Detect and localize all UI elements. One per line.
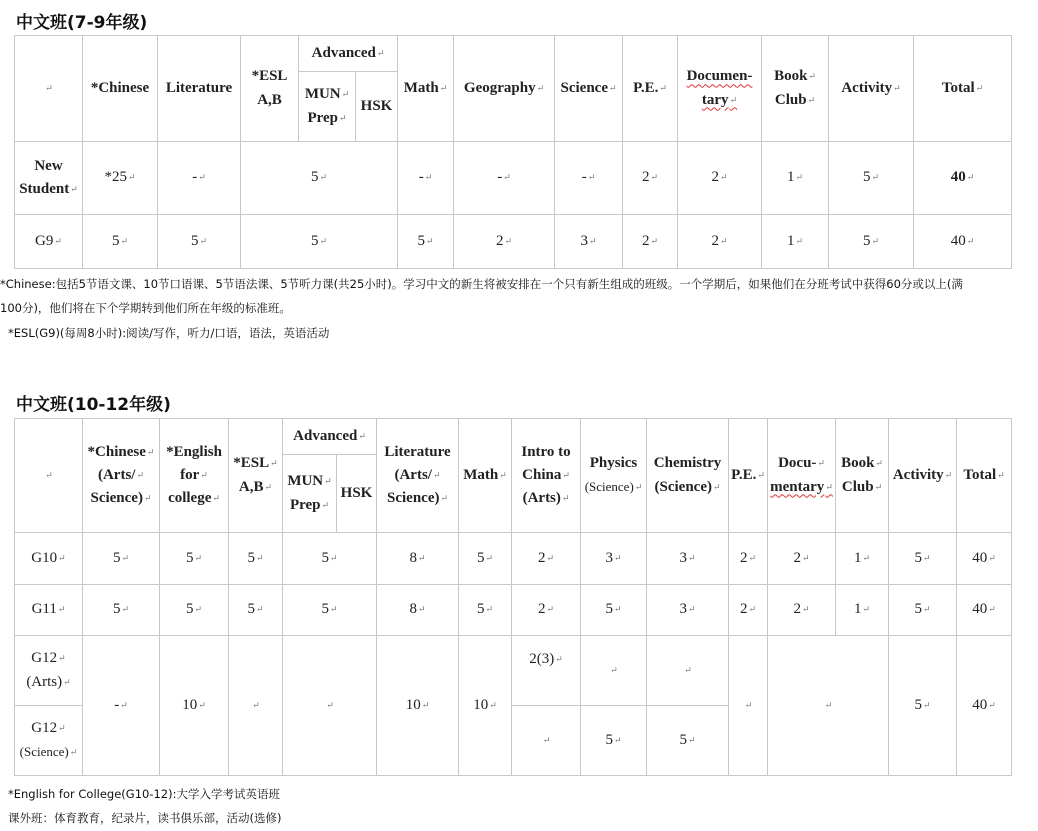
cell-pe: 2 ↵	[623, 215, 678, 269]
cell-intro-to-china-arts: 2(3) ↵	[512, 636, 581, 706]
cell-english: 5 ↵	[160, 533, 229, 585]
header-mun-prep: MUN ↵ Prep ↵	[283, 455, 337, 533]
row-label-g12-arts: G12 ↵ (Arts) ↵	[15, 636, 83, 706]
cell-book-club: 1 ↵	[836, 533, 889, 585]
cell-documentary-book-club	[768, 636, 889, 776]
header-hsk: HSK	[337, 455, 377, 533]
header-literature: Literature	[158, 36, 241, 142]
cell-chemistry-arts	[647, 636, 729, 706]
table-row	[15, 533, 1012, 585]
cell-esl-advanced: 5 ↵	[241, 215, 398, 269]
cell-english: 5 ↵	[160, 585, 229, 636]
cell-physics-arts	[581, 636, 647, 706]
cell-math: - ↵	[398, 142, 454, 215]
header-pe: P.E. ↵	[729, 419, 768, 533]
cell-science: 3 ↵	[555, 215, 623, 269]
cell-total: 40 ↵	[957, 533, 1012, 585]
note-esl: *ESL(G9)(每周8小时):阅读/写作，听力/口语，语法，英语活动	[8, 326, 330, 340]
header-chemistry: Chemistry (Science) ↵	[647, 419, 729, 533]
cell-esl	[229, 636, 283, 776]
cell-literature: 5 ↵	[158, 215, 241, 269]
cell-intro-to-china: 2 ↵	[512, 585, 581, 636]
cell-activity: 5 ↵	[889, 585, 957, 636]
cell-chemistry-science: 5 ↵	[647, 706, 729, 776]
header-intro-to-china: Intro to China ↵ (Arts) ↵	[512, 419, 581, 533]
cell-activity: 5 ↵	[889, 533, 957, 585]
cell-book-club: 1 ↵	[836, 585, 889, 636]
header-documentary: Docu- ↵ mentary ↵	[768, 419, 836, 533]
section-title-grades-10-12: 中文班(10-12年级)	[16, 395, 171, 415]
cell-literature: 8 ↵	[377, 533, 459, 585]
row-label-g11: G11 ↵	[15, 585, 83, 636]
header-physics: Physics (Science) ↵	[581, 419, 647, 533]
cell-geography: 2 ↵	[454, 215, 555, 269]
cell-esl: 5 ↵	[229, 585, 283, 636]
header-math: Math ↵	[459, 419, 512, 533]
cell-advanced: 5 ↵	[283, 585, 377, 636]
cell-literature: 10 ↵	[377, 636, 459, 776]
cell-intro-to-china: 2 ↵	[512, 533, 581, 585]
note-chinese-continued: 100分)，他们将在下个学期转到他们所在年级的标准班。	[0, 301, 291, 315]
cell-physics-science: 5 ↵	[581, 706, 647, 776]
cell-chinese: 5 ↵	[83, 215, 158, 269]
cell-chinese: *25 ↵	[83, 142, 158, 215]
cell-math: 5 ↵	[459, 533, 512, 585]
table-row	[15, 585, 1012, 636]
header-advanced: Advanced ↵	[299, 36, 398, 72]
cell-chemistry: 3 ↵	[647, 533, 729, 585]
header-book-club: Book ↵ Club ↵	[836, 419, 889, 533]
schedule-table-grades-7-9	[14, 35, 1012, 269]
header-documentary: Documen- tary ↵	[678, 36, 762, 142]
table-row	[15, 215, 1012, 269]
cell-literature: 8 ↵	[377, 585, 459, 636]
header-literature: Literature (Arts/ ↵ Science) ↵	[377, 419, 459, 533]
row-label-g10: G10 ↵	[15, 533, 83, 585]
cell-math: 10 ↵	[459, 636, 512, 776]
cell-activity: 5 ↵	[829, 142, 914, 215]
header-geography: Geography ↵	[454, 36, 555, 142]
cell-literature: - ↵	[158, 142, 241, 215]
note-chinese: *Chinese:包括5节语文课、10节口语课、5节语法课、5节听力课(共25小时)。学习中文的新生将被安排在一个只有新生组成的班级。一个学期后，如果他们在分班考试中获得60分或以上(满	[0, 277, 963, 291]
cell-book-club: 1 ↵	[762, 215, 829, 269]
cell-advanced	[283, 636, 377, 776]
header-esl: *ESL ↵ A,B ↵	[229, 419, 283, 533]
table-row	[15, 142, 1012, 215]
cell-chinese: 5 ↵	[83, 585, 160, 636]
cell-pe: 2 ↵	[729, 533, 768, 585]
header-esl: *ESL A,B	[241, 36, 299, 142]
header-book-club: Book ↵ Club ↵	[762, 36, 829, 142]
cell-english: 10 ↵	[160, 636, 229, 776]
cell-pe: 2 ↵	[729, 585, 768, 636]
header-activity: Activity ↵	[889, 419, 957, 533]
cell-pe: 2 ↵	[623, 142, 678, 215]
note-extracurricular: 课外班：体育教育，纪录片，读书俱乐部，活动(选修)	[8, 811, 282, 825]
header-science: Science ↵	[555, 36, 623, 142]
header-pe: P.E. ↵	[623, 36, 678, 142]
cell-advanced: 5 ↵	[283, 533, 377, 585]
header-mun-prep: MUN ↵ Prep ↵	[299, 72, 356, 142]
header-chinese: *Chinese	[83, 36, 158, 142]
header-math: Math ↵	[398, 36, 454, 142]
row-label-g9: G9 ↵	[15, 215, 83, 269]
cell-esl: 5 ↵	[229, 533, 283, 585]
header-activity: Activity ↵	[829, 36, 914, 142]
schedule-table-grades-10-12	[14, 418, 1012, 776]
cell-chinese: 5 ↵	[83, 533, 160, 585]
row-label-new-student: New Student ↵	[15, 142, 83, 215]
header-hsk: HSK	[356, 72, 398, 142]
header-empty-cell	[15, 36, 83, 142]
cell-science: - ↵	[555, 142, 623, 215]
cell-geography: - ↵	[454, 142, 555, 215]
cell-book-club: 1 ↵	[762, 142, 829, 215]
cell-activity: 5 ↵	[829, 215, 914, 269]
cell-total: 40 ↵	[914, 142, 1012, 215]
cell-total: 40 ↵	[957, 585, 1012, 636]
cell-math: 5 ↵	[398, 215, 454, 269]
table-row	[15, 636, 1012, 706]
cell-chinese: - ↵	[83, 636, 160, 776]
header-empty-cell	[15, 419, 83, 533]
cell-pe	[729, 636, 768, 776]
cell-total: 40 ↵	[957, 636, 1012, 776]
header-total: Total ↵	[914, 36, 1012, 142]
cell-activity: 5 ↵	[889, 636, 957, 776]
header-english-for-college: *English for ↵ college ↵	[160, 419, 229, 533]
cell-documentary: 2 ↵	[768, 533, 836, 585]
cell-documentary: 2 ↵	[678, 142, 762, 215]
cell-math: 5 ↵	[459, 585, 512, 636]
section-title-grades-7-9: 中文班(7-9年级)	[16, 13, 148, 33]
cell-documentary: 2 ↵	[768, 585, 836, 636]
cell-chemistry: 3 ↵	[647, 585, 729, 636]
note-english-for-college: *English for College(G10-12):大学入学考试英语班	[8, 787, 280, 801]
cell-total: 40 ↵	[914, 215, 1012, 269]
header-chinese: *Chinese ↵ (Arts/ ↵ Science) ↵	[83, 419, 160, 533]
cell-intro-to-china-science	[512, 706, 581, 776]
cell-esl-advanced: 5 ↵	[241, 142, 398, 215]
row-label-g12-science: G12 ↵ (Science) ↵	[15, 706, 83, 776]
cell-physics: 5 ↵	[581, 585, 647, 636]
cell-physics: 3 ↵	[581, 533, 647, 585]
cell-documentary: 2 ↵	[678, 215, 762, 269]
header-total: Total ↵	[957, 419, 1012, 533]
header-advanced: Advanced ↵	[283, 419, 377, 455]
